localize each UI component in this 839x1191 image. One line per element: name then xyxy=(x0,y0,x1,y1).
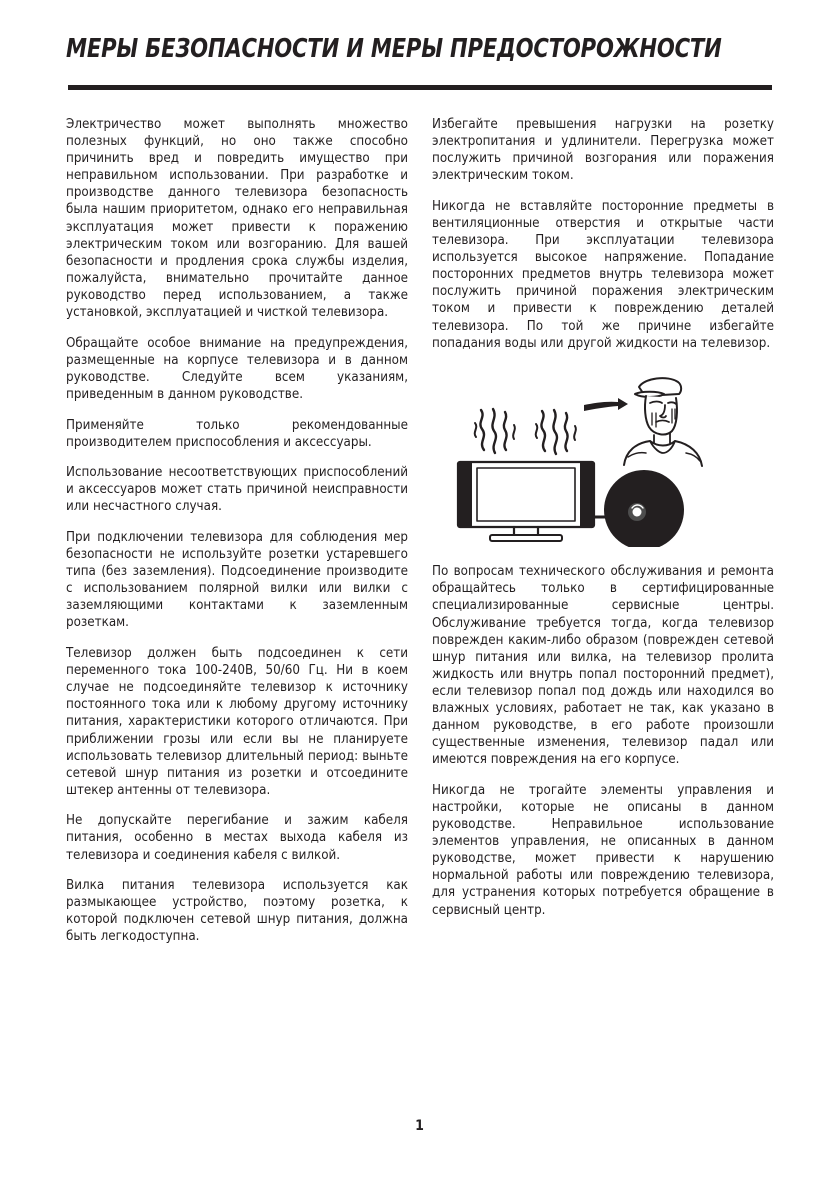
paragraph: Избегайте превышения нагрузки на розетку электропитания и удлинители. Перегрузка может послужить причиной возгорания или поражения электрическим током. xyxy=(432,117,774,184)
person-icon xyxy=(624,378,702,466)
page-title: МЕРЫ БЕЗОПАСНОСТИ И МЕРЫ ПРЕДОСТОРОЖНОСТИ xyxy=(66,34,722,64)
body-columns xyxy=(66,116,774,1061)
right-text-column xyxy=(432,116,774,919)
paragraph: При подключении телевизора для соблюдения мер безопасности не используйте розетки устаревшего типа (без заземления). Подсоединение производите с использованием полярной вилки или вилки с заземляющими контактами к заземленным розеткам. xyxy=(66,529,408,631)
smoking-tv-warning-illustration xyxy=(432,365,774,547)
left-text-column xyxy=(66,116,408,946)
paragraph: Никогда не вставляйте посторонние предметы в вентиляционные отверстия и открытые части телевизора. При эксплуатации телевизора используется высокое напряжение. Попадание посторонних предметов внутрь телевизора может послужить причиной поражения электрическим током и привести к повреждению деталей телевизора. По той же причине избегайте попадания воды или другой жидкости на телевизор. xyxy=(432,198,774,351)
paragraph: По вопросам технического обслуживания и ремонта обращайтесь только в сертифицированные специализированные сервисные центры. Обслуживание требуется тогда, когда телевизор поврежден каким-либо образом (поврежден сетевой шнур питания или вилка, на телевизор пролита жидкость или внутрь попал посторонний предмет), если телевизор попал под дождь или находился во влажных условиях, работает не так, как указано в данном руководстве, в его работе произошли существенные изменения, телевизор падал или имеются повреждения на его корпусе. xyxy=(432,564,774,768)
title-divider-rule xyxy=(68,85,772,90)
smoke-icon xyxy=(480,409,506,453)
paragraph: Телевизор должен быть подсоединен к сети переменного тока 100-240В, 50/60 Гц. Ни в коем случае не подсоединяйте телевизор к источнику постоянного тока или к любому другому источнику питания, характеристики которого отличаются. При приближении грозы или если вы не планируете использовать телевизор длительный период: выньте сетевой шнур питания из розетки и отсоедините штекер антенны от телевизора. xyxy=(66,646,408,798)
page-number: 1 xyxy=(415,1118,424,1134)
paragraph: Не допускайте перегибание и зажим кабеля питания, особенно в местах выхода кабеля из телевизора и соединения кабеля с вилкой. xyxy=(66,813,408,863)
page-header xyxy=(66,36,774,64)
paragraph: Никогда не трогайте элементы управления и настройки, которые не описаны в данном руководстве. Неправильное использование элементов управления, не описанных в данном руководстве, может привести к нарушению нормальной работы или повреждению телевизора, для устранения которых потребуется обращение в сервисный центр. xyxy=(432,782,774,918)
paragraph: Вилка питания телевизора используется как размыкающее устройство, поэтому розетка, к которой подключен сетевой шнур питания, должна быть легкодоступна. xyxy=(66,878,408,945)
arrow-icon xyxy=(584,398,628,411)
paragraph: Электричество может выполнять множество полезных функций, но оно также способно причинить вред и повредить имущество при неправильном использовании. При разработке и производстве данного телевизора безопасность была нашим приоритетом, однако его неправильная эксплуатация может привести к поражению электрическим током или возгоранию. Для вашей безопасности и продления срока службы изделия, пожалуйста, внимательно прочитайте данное руководство перед использованием, а также установкой, эксплуатацией и чисткой телевизора. xyxy=(66,117,408,321)
paragraph: Использование несоответствующих приспособлений и аксессуаров может стать причиной неисправности или несчастного случая. xyxy=(66,465,408,515)
paragraph: Обращайте особое внимание на предупреждения, размещенные на корпусе телевизора и в данном руководстве. Следуйте всем указаниям, приведенным в данном руководстве. xyxy=(66,335,408,402)
paragraph: Применяйте только рекомендованные производителем приспособления и аксессуары. xyxy=(66,417,408,450)
